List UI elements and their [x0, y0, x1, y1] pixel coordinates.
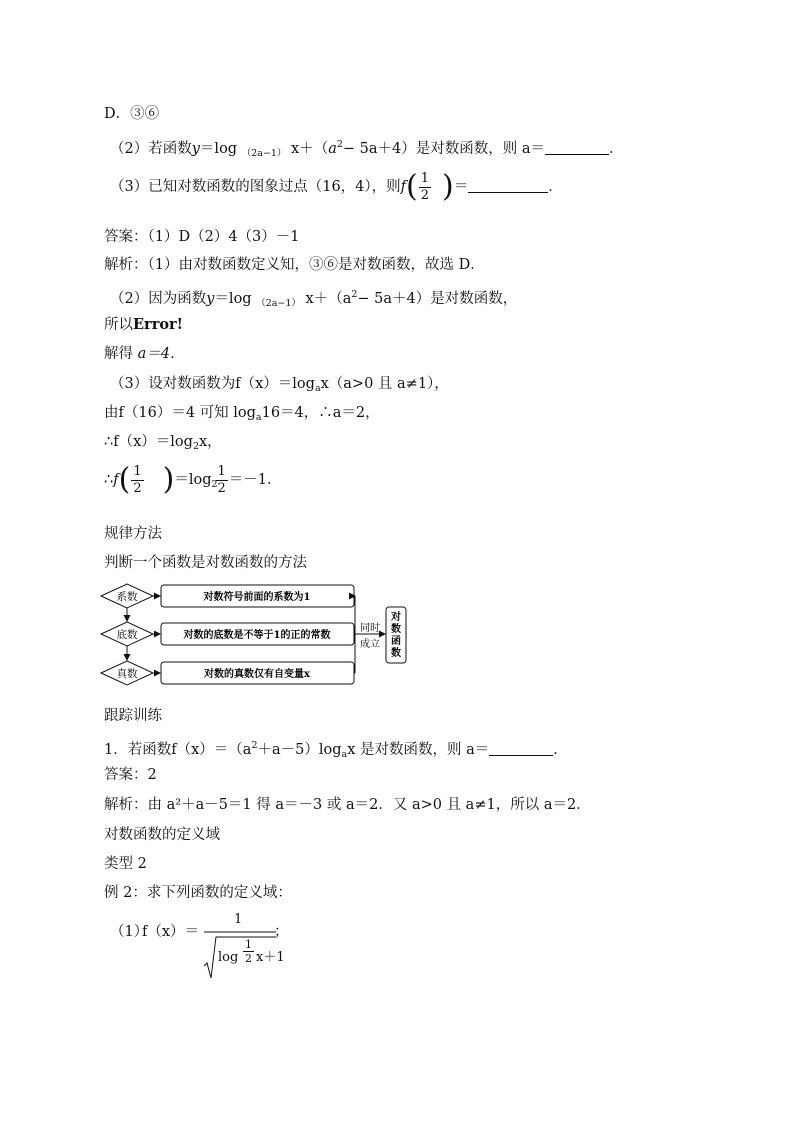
ex2-1-f: f（x）＝ — [142, 924, 200, 940]
ex1-sub: a — [341, 749, 348, 760]
q3-lparen: ( — [406, 169, 418, 204]
ana2-tail: x＋（a — [305, 291, 352, 307]
condition-1: 对数符号前面的系数为1 — [203, 592, 311, 603]
flowchart-diagram — [100, 580, 420, 690]
q3-num: 1 — [420, 170, 430, 186]
q2-x: x＋（ — [291, 141, 329, 157]
method-title: 规律方法 — [104, 526, 162, 542]
q3a-end: x（a>0 且 a≠1）， — [320, 376, 449, 392]
ex1-prefix: 1．若函数 — [104, 742, 172, 758]
solve-line — [104, 344, 184, 364]
condition-3: 对数的真数仅有自变量x — [204, 669, 310, 680]
example-2: 例 2：求下列函数的定义域： — [104, 885, 292, 901]
condition-2: 对数的底数是不等于1的正的常数 — [183, 630, 331, 641]
result-char-4: 数 — [391, 648, 401, 659]
by-sub: a — [255, 412, 262, 423]
question-2: （2）若函数y＝log $_{(2a-1)}$ $x+(a^2- 5a+4)$是对数函数，则 a＝ ． — [110, 139, 624, 159]
merge-label-1: 同时 — [360, 623, 380, 634]
thus2-sub: 2 — [211, 479, 218, 490]
q3-eq: ＝ — [453, 179, 469, 195]
method-subtitle: 判断一个函数是对数函数的方法 — [104, 555, 307, 571]
ex1-rest: ＋a－5）log — [257, 742, 342, 758]
thus2-den-2: 2 — [217, 480, 226, 496]
tracking-title: 跟踪训练 — [104, 708, 162, 724]
thus2-lparen: ( — [118, 462, 131, 497]
thus2-num: 1 — [133, 463, 142, 479]
question-3: （3）已知对数函数的图象过点（16，4），则f( $\frac{1}{2}$ )＝ ． — [110, 169, 563, 204]
solve-value: a＝4． — [137, 346, 185, 362]
by-mid: f（16）＝4 可知 log — [118, 405, 256, 421]
ana2-prefix: （2）因为函数 — [110, 291, 207, 307]
q3a-prefix: （3）设对数函数为 — [110, 376, 236, 392]
type-2: 类型 2 — [104, 856, 147, 872]
thus2-end: ＝－1． — [228, 472, 282, 488]
node-argument: 真数 — [116, 668, 138, 680]
error-text: Error! — [133, 316, 184, 333]
q2-a: a — [328, 141, 337, 157]
q3a-sub: a — [314, 383, 321, 394]
ex2-1-base-fraction — [243, 938, 254, 965]
q2-exp: 2 — [336, 139, 343, 150]
solve-text: 解得 — [104, 346, 133, 362]
q3a-mid: f（x）＝log — [235, 376, 315, 392]
ex2-1-base-num: 1 — [245, 938, 252, 951]
so-text: 所以 — [104, 317, 133, 333]
q2-log: ＝log — [199, 141, 238, 157]
thus2-eq: ＝log — [174, 472, 212, 488]
thus1-prefix: ∴ — [104, 434, 114, 450]
node-coefficient: 系数 — [116, 591, 138, 603]
q3-fraction — [419, 171, 431, 204]
analysis-4: 解析：由 a²＋a－5＝1 得 a＝－3 或 a＝2．又 a>0 且 a≠1，所以 a＝2． — [104, 797, 591, 813]
ana2-exp: 2 — [351, 289, 358, 300]
ex1-end: x 是对数函数，则 a＝ — [347, 742, 490, 758]
ana2-end: − 5a＋4） — [357, 291, 431, 307]
answer-line: 答案：（1）D（2）4（3）－1 — [104, 229, 300, 245]
q2-prefix: （2）若函数 — [110, 141, 192, 157]
q2-base: （2a−1） — [241, 148, 287, 159]
ana2-log: ＝log — [214, 291, 252, 307]
thus2-rparen: ) — [162, 462, 175, 497]
ana2-rest: 是对数函数， — [430, 291, 518, 307]
thus2-den: 2 — [133, 480, 142, 496]
answer-2: 答案：2 — [104, 767, 157, 783]
node-base: 底数 — [116, 629, 138, 641]
merge-label-2: 成立 — [360, 639, 380, 650]
thus2-f: f — [113, 472, 119, 488]
ex2-1-base-den: 2 — [245, 952, 252, 965]
so-line — [104, 315, 183, 335]
ex2-1-prefix: （1） — [110, 924, 149, 940]
thus2-fraction-2 — [216, 464, 228, 497]
ex1-exp: 2 — [251, 740, 258, 751]
thus1-end: x， — [198, 434, 222, 450]
thus1-mid: f（x）＝log — [113, 434, 193, 450]
thus-line-2 — [104, 462, 282, 503]
q3-rparen: ) — [442, 169, 454, 204]
ana2-base: （2a−1） — [256, 298, 301, 309]
thus2-prefix: ∴ — [104, 472, 114, 488]
q3-f: f — [400, 179, 407, 195]
analysis-2: （2）因为函数y＝log $_{(2a-1)}$ $x+(a^2- 5a+4)$是对数函数， — [110, 289, 518, 309]
q2-rest: − 5a＋4）是对数函数，则 a＝ — [342, 141, 546, 157]
ex1-mid: f（x）＝（a — [171, 742, 252, 758]
thus-line-1 — [104, 432, 222, 457]
answer-blank-2[interactable] — [468, 178, 548, 193]
answer-blank[interactable] — [545, 140, 609, 155]
ex2-1-numerator: 1 — [234, 912, 243, 927]
q3-den: 2 — [420, 187, 430, 203]
thus1-sub: 2 — [192, 441, 199, 452]
q3-prefix: （3）已知对数函数的图象过点（16，4），则 — [110, 179, 401, 195]
by-prefix: 由 — [104, 405, 119, 421]
option-d: D．③⑥ — [104, 106, 160, 122]
ex2-1-tail: x＋1 — [256, 950, 285, 965]
thus2-fraction — [131, 464, 143, 497]
ex2-1-semicolon: ； — [274, 924, 289, 940]
domain-title: 对数函数的定义域 — [104, 827, 220, 843]
analysis-3 — [110, 374, 449, 399]
result-char-2: 数 — [391, 624, 401, 635]
thus2-num-2: 1 — [217, 463, 226, 479]
by-end: 16＝4，∴a＝2， — [261, 405, 380, 421]
analysis-1: 解析：（1）由对数函数定义知，③⑥是对数函数，故选 D． — [104, 257, 485, 273]
result-char-1: 对 — [391, 612, 401, 623]
by-line — [104, 403, 380, 428]
exercise-1: 1．若函数$f(x)=(a^2+a-5)\log_ax$ 是对数函数，则 a＝ ． — [104, 740, 568, 760]
ex2-1-log: log — [218, 950, 239, 965]
answer-blank-3[interactable] — [489, 741, 553, 756]
result-char-3: 函 — [391, 636, 401, 647]
